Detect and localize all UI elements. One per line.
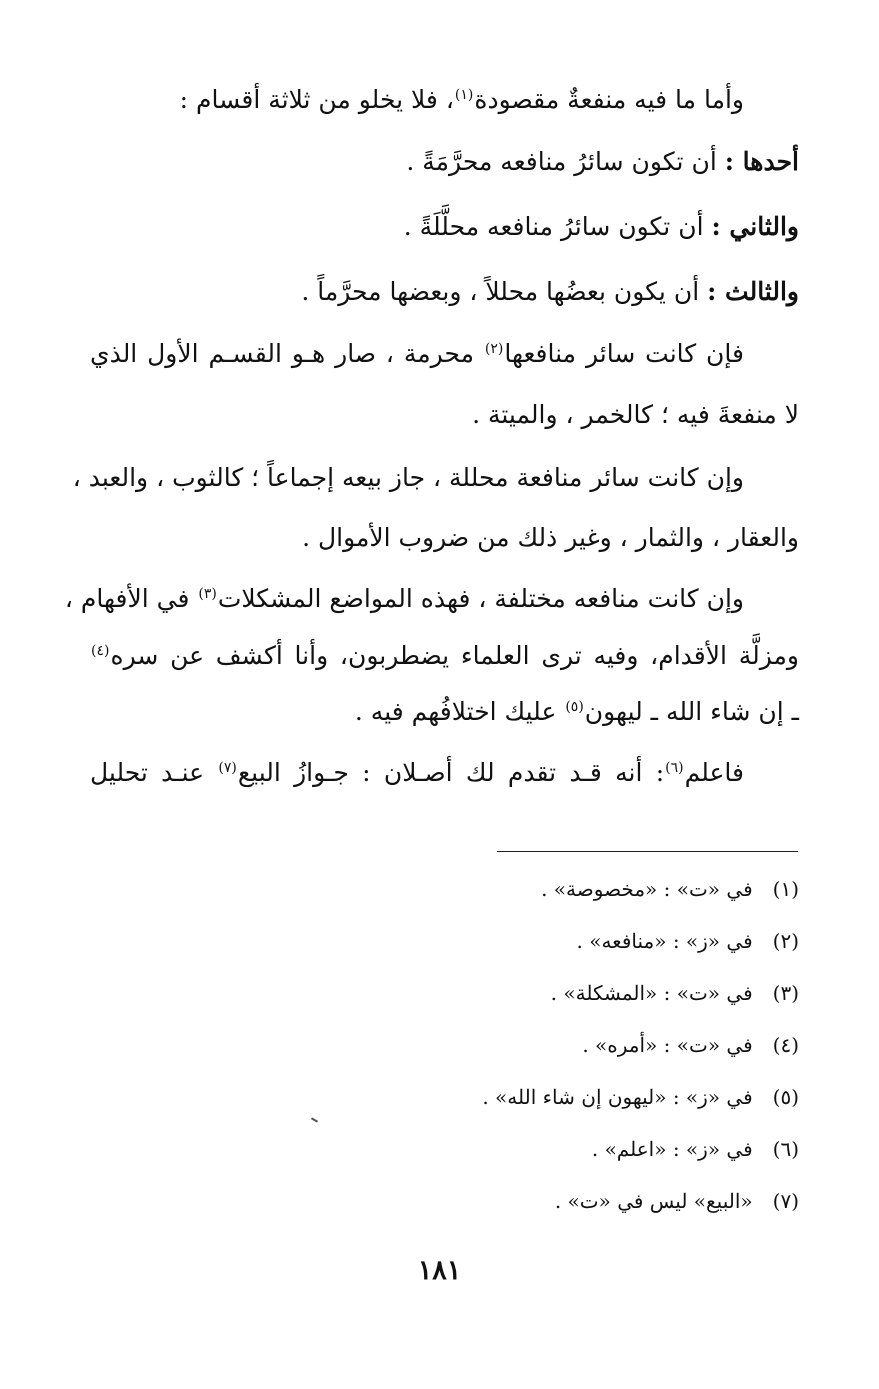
division-item-2 xyxy=(404,207,799,247)
intro-text-a: وأما ما فيه منفعةٌ مقصودة xyxy=(474,85,744,114)
footnote-5 xyxy=(482,1082,799,1112)
page-number: ١٨١ xyxy=(417,1255,462,1286)
footnote-text: في «ت» : «أمره» . xyxy=(582,1033,753,1057)
footnote-text: في «ت» : «مخصوصة» . xyxy=(541,877,753,901)
footnote-3 xyxy=(551,978,799,1008)
footnote-number: (٥) xyxy=(772,1085,799,1109)
paragraph-2-line-2 xyxy=(472,395,799,435)
paragraph-2-text-c: لا منفعةَ فيه ؛ كالخمر ، والميتة . xyxy=(472,400,799,429)
division-label-1: أحدها : xyxy=(724,147,799,176)
intro-text-b: ، فلا يخلو من ثلاثة أقسام : xyxy=(179,85,454,114)
intro-line xyxy=(180,80,744,120)
paragraph-5-text-b: : أنه قـد تقدم لك أصـلان : جـوازُ البيع xyxy=(237,758,665,787)
footnote-ref: (٣) xyxy=(198,585,217,602)
footnote-text: في «ز» : «اعلم» . xyxy=(591,1137,753,1161)
footnote-ref: (٢) xyxy=(484,340,504,357)
footnote-ref: (٥) xyxy=(565,698,584,715)
footnote-number: (٤) xyxy=(772,1033,799,1057)
division-label-2: والثاني : xyxy=(711,212,799,241)
footnote-2 xyxy=(577,926,800,956)
footnote-text: «البيع» ليس في «ت» . xyxy=(554,1189,753,1213)
paragraph-4-text-b: في الأفهام ، xyxy=(64,584,190,613)
paragraph-5-text-a: فاعلم xyxy=(684,758,744,787)
paragraph-2-text-a: فإن كانت سائر منافعها xyxy=(504,339,744,368)
paragraph-3-line-1 xyxy=(72,458,744,498)
scan-speck xyxy=(311,1117,318,1122)
paragraph-3-text-b: والعقار ، والثمار ، وغير ذلك من ضروب الأموال . xyxy=(302,523,799,552)
division-text-1: أن تكون سائرُ منافعه محرَّمَةً . xyxy=(406,147,717,176)
paragraph-2-line-1 xyxy=(90,334,744,374)
footnote-number: (١) xyxy=(772,877,799,901)
paragraph-3-text-a: وإن كانت سائر منافعة محللة ، جاز بيعه إجماعاً ؛ كالثوب ، والعبد ، xyxy=(72,463,744,492)
footnote-7 xyxy=(555,1186,799,1216)
paragraph-4-text-c: ومزلَّة الأقدام، وفيه ترى العلماء يضطربون، وأنا أكشف عن سره xyxy=(110,641,799,670)
division-text-3: أن يكون بعضُها محللاً ، وبعضها محرَّماً . xyxy=(301,277,700,306)
paragraph-2-text-b: محرمة ، صار هـو القسـم الأول الذي xyxy=(90,339,474,368)
paragraph-3-line-2 xyxy=(302,518,799,558)
footnote-text: في «ز» : «ليهون إن شاء الله» . xyxy=(482,1085,753,1109)
paragraph-4-text-d: ـ إن شاء الله ـ ليهون xyxy=(584,697,799,726)
footnote-number: (٦) xyxy=(772,1137,799,1161)
division-item-1 xyxy=(406,142,799,182)
footnote-1 xyxy=(541,874,799,904)
paragraph-5-text-c: عنـد تحليل xyxy=(90,758,205,787)
footnote-number: (٧) xyxy=(772,1189,799,1213)
footnote-number: (٢) xyxy=(772,929,799,953)
footnote-ref: (١) xyxy=(454,86,474,103)
footnote-ref: (٦) xyxy=(665,759,684,776)
paragraph-4-text-a: وإن كانت منافعه مختلفة ، فهذه المواضع المشكلات xyxy=(217,584,744,613)
paragraph-4-line-3 xyxy=(355,692,799,732)
paragraph-5-line-1 xyxy=(90,753,744,793)
footnote-number: (٣) xyxy=(772,981,799,1005)
paragraph-4-line-2 xyxy=(90,636,799,676)
footnote-6 xyxy=(592,1134,799,1164)
paragraph-4-line-1 xyxy=(64,579,744,619)
footnote-separator xyxy=(497,851,798,852)
footnote-4 xyxy=(582,1030,799,1060)
footnote-ref: (٤) xyxy=(91,642,110,659)
paragraph-4-text-e: عليك اختلافُهم فيه . xyxy=(354,697,557,726)
division-item-3 xyxy=(301,272,799,312)
footnote-text: في «ت» : «المشكلة» . xyxy=(550,981,753,1005)
division-label-3: والثالث : xyxy=(707,277,799,306)
footnote-ref: (٧) xyxy=(218,759,237,776)
footnote-text: في «ز» : «منافعه» . xyxy=(576,929,753,953)
division-text-2: أن تكون سائرُ منافعه محلَّلَةً . xyxy=(403,212,704,241)
